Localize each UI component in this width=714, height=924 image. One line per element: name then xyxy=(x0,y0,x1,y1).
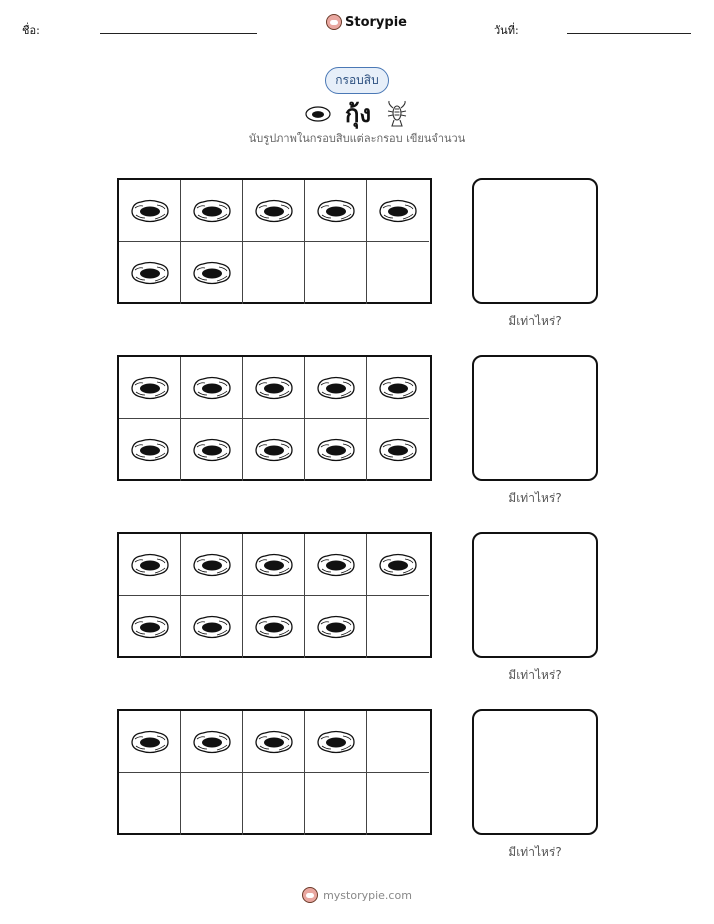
footer-site[interactable]: mystorypie.com xyxy=(323,888,412,902)
answer-box-2[interactable] xyxy=(472,355,598,481)
shrimp-nest-icon xyxy=(253,375,295,401)
ten-frame-cell xyxy=(181,596,243,658)
answer-box-3[interactable] xyxy=(472,532,598,658)
ten-frame-cell xyxy=(305,419,367,481)
shrimp-nest-icon xyxy=(315,729,357,755)
ten-frame-cell xyxy=(367,419,429,481)
ten-frame-3 xyxy=(117,532,432,658)
ten-frame-cell xyxy=(305,357,367,419)
shrimp-nest-icon xyxy=(315,375,357,401)
ten-frame-cell xyxy=(367,534,429,596)
shrimp-nest-icon xyxy=(253,552,295,578)
ten-frame-cell xyxy=(243,773,305,835)
ten-frame-cell xyxy=(181,773,243,835)
footer xyxy=(302,887,412,903)
ten-frame-cell xyxy=(367,242,429,304)
shrimp-nest-icon xyxy=(191,729,233,755)
ten-frame-cell xyxy=(305,773,367,835)
question-label-2: มีเท่าไหร่? xyxy=(508,491,562,505)
question-label-3: มีเท่าไหร่? xyxy=(508,668,562,682)
shrimp-nest-icon xyxy=(253,198,295,224)
topic-tag: กรอบสิบ xyxy=(325,67,388,94)
page-title-row xyxy=(305,94,409,133)
shrimp-nest-icon xyxy=(315,614,357,640)
shrimp-nest-icon xyxy=(377,198,419,224)
shrimp-nest-icon xyxy=(191,552,233,578)
ten-frame-cell xyxy=(305,242,367,304)
ten-frame-cell xyxy=(243,419,305,481)
ten-frame-cell xyxy=(181,357,243,419)
ten-frame-cell xyxy=(181,711,243,773)
shrimp-nest-icon xyxy=(377,552,419,578)
ten-frame-cell xyxy=(181,180,243,242)
shrimp-nest-icon xyxy=(191,375,233,401)
ten-frame-cell xyxy=(119,357,181,419)
ten-frame-cell xyxy=(305,180,367,242)
shrimp-nest-icon xyxy=(191,198,233,224)
brand-name: Storypie xyxy=(345,14,407,30)
ten-frame-cell xyxy=(243,242,305,304)
ten-frame-cell xyxy=(243,596,305,658)
ten-frame-cell xyxy=(367,180,429,242)
ten-frame-cell xyxy=(181,419,243,481)
bear-logo-icon xyxy=(302,887,318,903)
name-line[interactable] xyxy=(100,33,257,34)
shrimp-nest-icon xyxy=(377,375,419,401)
shrimp-nest-icon xyxy=(315,552,357,578)
instruction-text: นับรูปภาพในกรอบสิบแต่ละกรอบ เขียนจำนวน xyxy=(248,132,466,145)
shrimp-nest-icon xyxy=(129,614,171,640)
ten-frame-cell xyxy=(119,242,181,304)
ten-frame-1 xyxy=(117,178,432,304)
date-label: วันที่: xyxy=(494,24,519,37)
question-label-1: มีเท่าไหร่? xyxy=(508,314,562,328)
shrimp-nest-icon xyxy=(129,198,171,224)
ten-frame-cell xyxy=(367,596,429,658)
shrimp-nest-icon xyxy=(191,260,233,286)
ten-frame-2 xyxy=(117,355,432,481)
bear-logo-icon xyxy=(326,14,342,30)
name-label: ชื่อ: xyxy=(22,24,40,37)
ten-frame-cell xyxy=(119,711,181,773)
ten-frame-cell xyxy=(119,180,181,242)
shrimp-nest-icon xyxy=(253,437,295,463)
shrimp-nest-icon xyxy=(253,614,295,640)
ten-frame-cell xyxy=(243,534,305,596)
shrimp-nest-icon xyxy=(129,260,171,286)
answer-box-4[interactable] xyxy=(472,709,598,835)
ten-frame-cell xyxy=(119,419,181,481)
ten-frame-cell xyxy=(119,534,181,596)
page-title: กุ้ง xyxy=(344,100,372,128)
answer-box-1[interactable] xyxy=(472,178,598,304)
ten-frame-cell xyxy=(367,357,429,419)
ten-frame-cell xyxy=(305,711,367,773)
shrimp-nest-icon xyxy=(129,729,171,755)
shrimp-nest-icon xyxy=(129,552,171,578)
ten-frame-cell xyxy=(119,773,181,835)
ten-frame-cell xyxy=(243,180,305,242)
ten-frame-cell xyxy=(305,596,367,658)
ten-frame-cell xyxy=(119,596,181,658)
lobster-icon xyxy=(385,100,409,128)
ten-frame-cell xyxy=(243,357,305,419)
shrimp-nest-icon xyxy=(191,614,233,640)
date-line[interactable] xyxy=(567,33,691,34)
ten-frame-cell xyxy=(181,534,243,596)
ten-frame-cell xyxy=(367,711,429,773)
shrimp-nest-icon xyxy=(129,375,171,401)
shrimp-nest-icon xyxy=(315,437,357,463)
question-label-4: มีเท่าไหร่? xyxy=(508,845,562,859)
shrimp-nest-icon xyxy=(191,437,233,463)
ten-frame-4 xyxy=(117,709,432,835)
shrimp-nest-icon xyxy=(129,437,171,463)
shrimp-nest-icon xyxy=(315,198,357,224)
shrimp-nest-icon xyxy=(377,437,419,463)
shrimp-nest-icon xyxy=(305,105,331,123)
brand-logo xyxy=(326,14,407,30)
ten-frame-cell xyxy=(305,534,367,596)
ten-frame-cell xyxy=(367,773,429,835)
ten-frame-cell xyxy=(243,711,305,773)
ten-frame-cell xyxy=(181,242,243,304)
shrimp-nest-icon xyxy=(253,729,295,755)
